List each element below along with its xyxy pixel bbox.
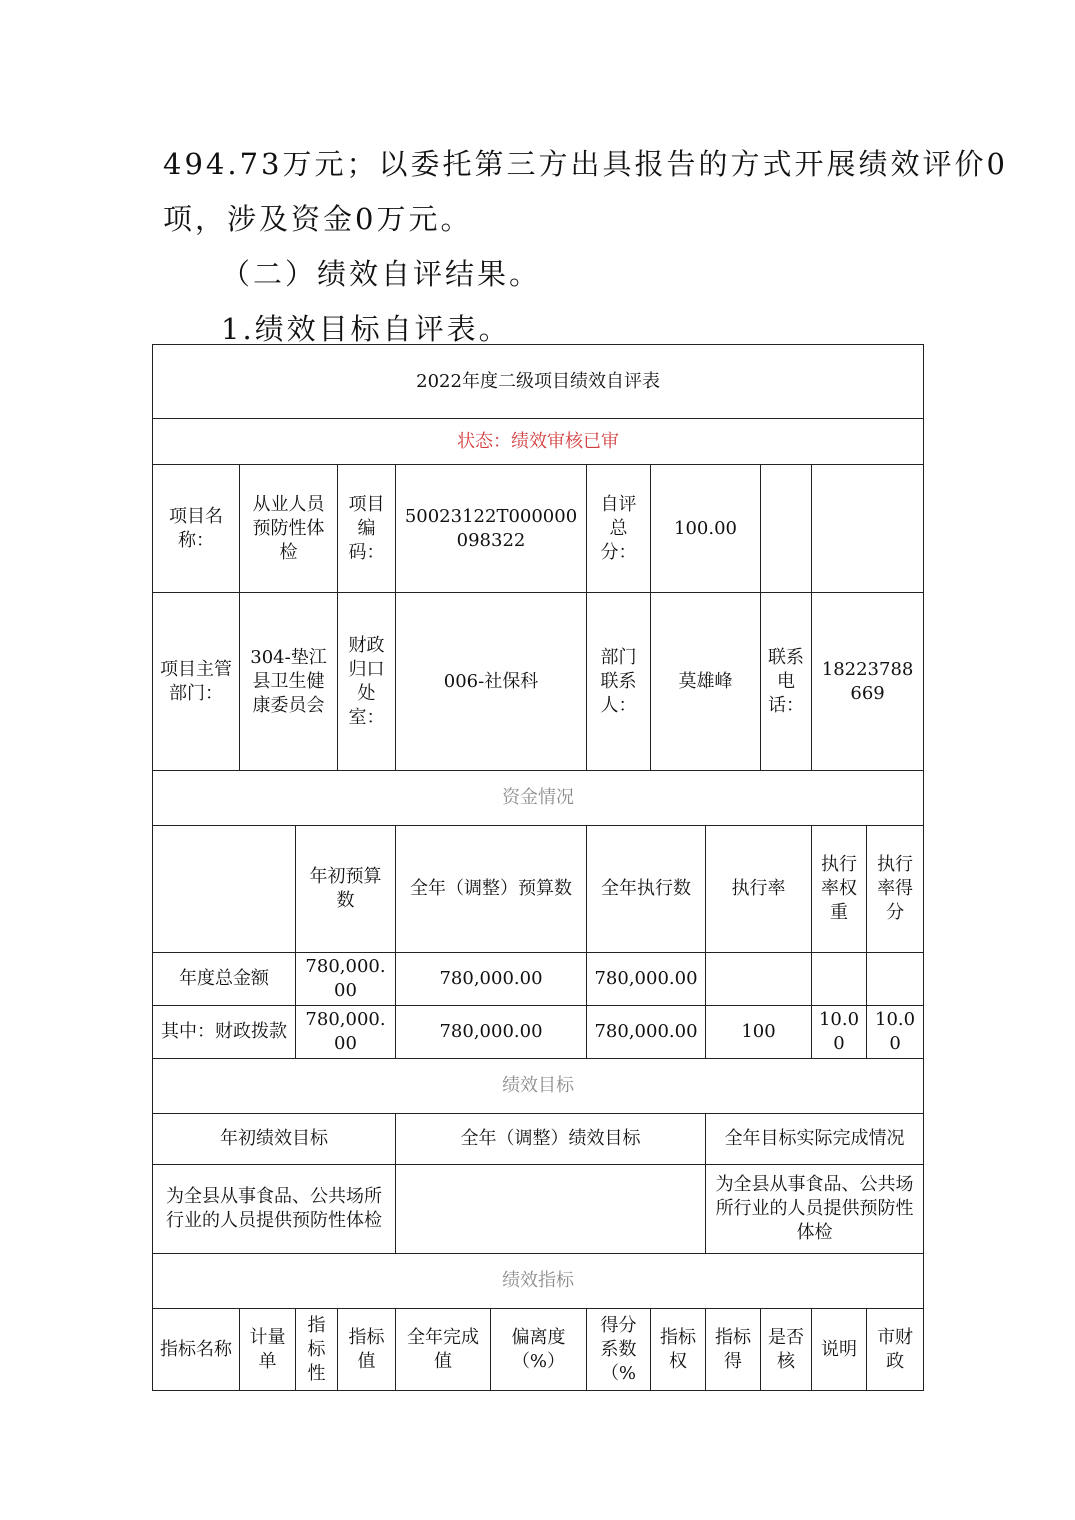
- self-score-value: 100.00: [651, 465, 761, 593]
- funds-row-initial: 780,000.00: [296, 953, 396, 1006]
- empty-cell: [761, 465, 812, 593]
- funds-section-header: 资金情况: [153, 771, 924, 826]
- funds-row-weight: 10.00: [812, 1006, 867, 1059]
- finance-office-label: 财政归口处室：: [338, 593, 396, 771]
- adjusted-goal-header: 全年（调整）绩效目标: [396, 1114, 706, 1165]
- adjusted-budget-header: 全年（调整）预算数: [396, 826, 587, 953]
- indicator-weight-header: 指标权: [651, 1309, 706, 1391]
- project-name-label: 项目名称：: [153, 465, 240, 593]
- funds-row-adjusted: 780,000.00: [396, 1006, 587, 1059]
- indicator-value-header: 指标值: [338, 1309, 396, 1391]
- phone-label: 联系电话：: [761, 593, 812, 771]
- initial-goal-text: 为全县从事食品、公共场所行业的人员提供预防性体检: [153, 1165, 396, 1254]
- empty-cell: [812, 465, 924, 593]
- indicator-name-header: 指标名称: [153, 1309, 240, 1391]
- performance-self-evaluation-table: [152, 344, 924, 1391]
- rate-score-header: 执行率得分: [867, 826, 924, 953]
- paragraph-line-1: 494.73万元；以委托第三方出具报告的方式开展绩效评价0: [163, 147, 1008, 181]
- subsection-heading: 1.绩效目标自评表。: [221, 312, 511, 346]
- indicator-completed-header: 全年完成值: [396, 1309, 491, 1391]
- phone-value: 18223788669: [812, 593, 924, 771]
- actual-goal-text: 为全县从事食品、公共场所行业的人员提供预防性体检: [706, 1165, 924, 1254]
- paragraph-line-2: 项，涉及资金0万元。: [163, 202, 473, 236]
- indicator-coef-header: 得分系数（%: [587, 1309, 651, 1391]
- section-heading: （二）绩效自评结果。: [221, 257, 542, 291]
- adjusted-goal-text: [396, 1165, 706, 1254]
- indicators-section-header: 绩效指标: [153, 1254, 924, 1309]
- table-title: 2022年度二级项目绩效自评表: [153, 345, 924, 419]
- funds-row-label: 年度总金额: [153, 953, 296, 1006]
- dept-label: 项目主管部门：: [153, 593, 240, 771]
- indicator-core-header: 是否核: [761, 1309, 812, 1391]
- indicator-unit-header: 计量单: [240, 1309, 296, 1391]
- funds-row-executed: 780,000.00: [587, 953, 706, 1006]
- contact-label: 部门联系人：: [587, 593, 651, 771]
- table-row: [153, 1006, 924, 1059]
- funds-row-score: [867, 953, 924, 1006]
- dept-value: 304-垫江县卫生健康委员会: [240, 593, 338, 771]
- funds-row-adjusted: 780,000.00: [396, 953, 587, 1006]
- indicator-note-header: 说明: [812, 1309, 867, 1391]
- project-code-label: 项目编码：: [338, 465, 396, 593]
- initial-goal-header: 年初绩效目标: [153, 1114, 396, 1165]
- funds-row-rate: 100: [706, 1006, 812, 1059]
- status-text: 状态：绩效审核已审: [153, 419, 924, 465]
- self-score-label: 自评总分：: [587, 465, 651, 593]
- rate-weight-header: 执行率权重: [812, 826, 867, 953]
- initial-budget-header: 年初预算数: [296, 826, 396, 953]
- empty-cell: [153, 826, 296, 953]
- indicator-city-header: 市财政: [867, 1309, 924, 1391]
- exec-rate-header: 执行率: [706, 826, 812, 953]
- funds-row-label: 其中：财政拨款: [153, 1006, 296, 1059]
- contact-value: 莫雄峰: [651, 593, 761, 771]
- table-row: [153, 953, 924, 1006]
- indicator-nature-header: 指标性: [296, 1309, 338, 1391]
- executed-header: 全年执行数: [587, 826, 706, 953]
- project-name-value: 从业人员预防性体检: [240, 465, 338, 593]
- funds-row-weight: [812, 953, 867, 1006]
- actual-goal-header: 全年目标实际完成情况: [706, 1114, 924, 1165]
- project-code-value: 50023122T000000098322: [396, 465, 587, 593]
- funds-row-score: 10.00: [867, 1006, 924, 1059]
- indicator-score-header: 指标得: [706, 1309, 761, 1391]
- funds-row-initial: 780,000.00: [296, 1006, 396, 1059]
- indicator-deviation-header: 偏离度（%）: [491, 1309, 587, 1391]
- funds-row-rate: [706, 953, 812, 1006]
- finance-office-value: 006-社保科: [396, 593, 587, 771]
- funds-row-executed: 780,000.00: [587, 1006, 706, 1059]
- goals-section-header: 绩效目标: [153, 1059, 924, 1114]
